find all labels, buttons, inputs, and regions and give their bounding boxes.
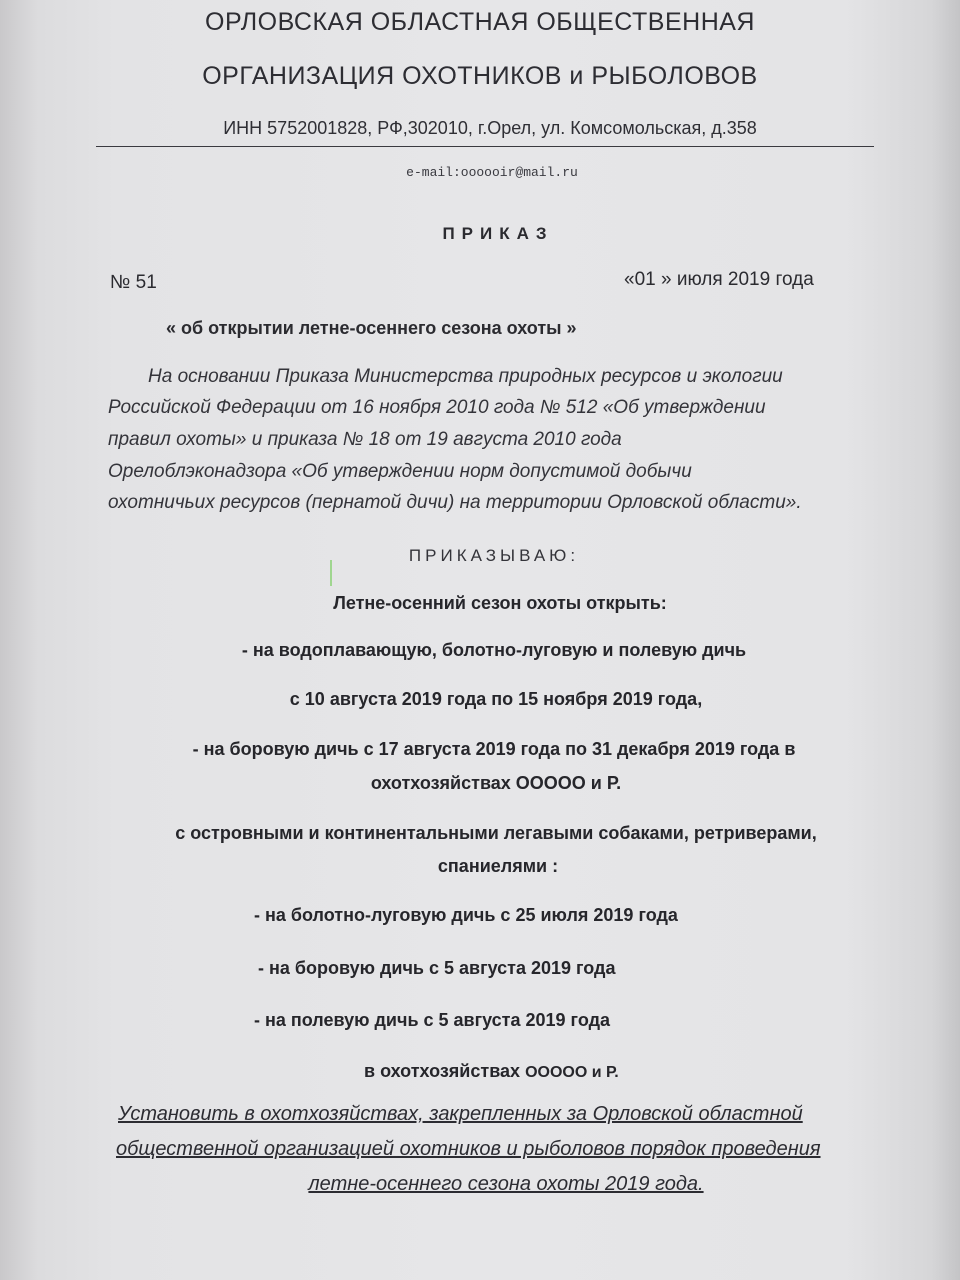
basis-line-5: охотничьих ресурсов (пернатой дичи) на территории Орловской области». — [108, 492, 802, 513]
basis-line-1: На основании Приказа Министерства природных ресурсов и экологии — [148, 366, 783, 387]
closing-line-1: Установить в охотхозяйствах, закрепленных за Орловской областной — [118, 1103, 803, 1125]
upland-line-1: - на боровую дичь с 17 августа 2019 года по 31 декабря 2019 года в — [192, 739, 796, 759]
order-date: «01 » июля 2019 года — [624, 269, 814, 290]
order-title: ПРИКАЗ — [442, 224, 554, 243]
dogs-item-field: - на полевую дичь с 5 августа 2019 года — [254, 1010, 611, 1030]
order-number: № 51 — [110, 272, 157, 293]
upland-line-2: охотхозяйствах ООООО и Р. — [370, 773, 622, 793]
org-inn-address: ИНН 5752001828, РФ,302010, г.Орел, ул. Комсомольская, д.358 — [223, 118, 757, 138]
season-open-line: Летне-осенний сезон охоты открыть: — [333, 593, 667, 613]
waterfowl-dates-line: с 10 августа 2019 года по 15 ноября 2019 года, — [289, 689, 703, 709]
basis-line-2: Российской Федерации от 16 ноября 2010 года № 512 «Об утверждении — [108, 397, 766, 418]
header-divider — [96, 146, 874, 147]
dogs-line-2: спаниелями : — [437, 856, 559, 876]
closing-line-3: летне-осеннего сезона охоты 2019 года. — [308, 1173, 704, 1195]
dogs-place-main: в охотхозяйствах — [364, 1061, 526, 1081]
dogs-line-1: с островными и континентальными легавыми собаками, ретриверами, — [175, 823, 817, 843]
closing-line-2: общественной организацией охотников и рыболовов порядок проведения — [116, 1138, 821, 1160]
org-email: e-mail:oooooir@mail.ru — [406, 165, 578, 180]
dogs-item-upland: - на боровую дичь с 5 августа 2019 года — [258, 958, 616, 978]
basis-line-3: правил охоты» и приказа № 18 от 19 августа 2010 года — [108, 429, 622, 450]
basis-line-4: Орелоблэконадзора «Об утверждении норм допустимой добычи — [108, 461, 692, 482]
dogs-place-small: ООООО и Р. — [525, 1064, 619, 1081]
dogs-place-line — [364, 1061, 619, 1082]
org-name-line-2: ОРГАНИЗАЦИЯ ОХОТНИКОВ и РЫБОЛОВОВ — [202, 62, 758, 90]
order-subject: « об открытии летне-осеннего сезона охоты » — [166, 318, 577, 338]
decree-heading: ПРИКАЗЫВАЮ: — [408, 546, 580, 565]
dogs-item-marsh: - на болотно-луговую дичь с 25 июля 2019 года — [254, 905, 678, 925]
org-name-line-1: ОРЛОВСКАЯ ОБЛАСТНАЯ ОБЩЕСТВЕННАЯ — [205, 8, 755, 36]
waterfowl-line: - на водоплавающую, болотно-луговую и полевую дичь — [241, 640, 747, 660]
